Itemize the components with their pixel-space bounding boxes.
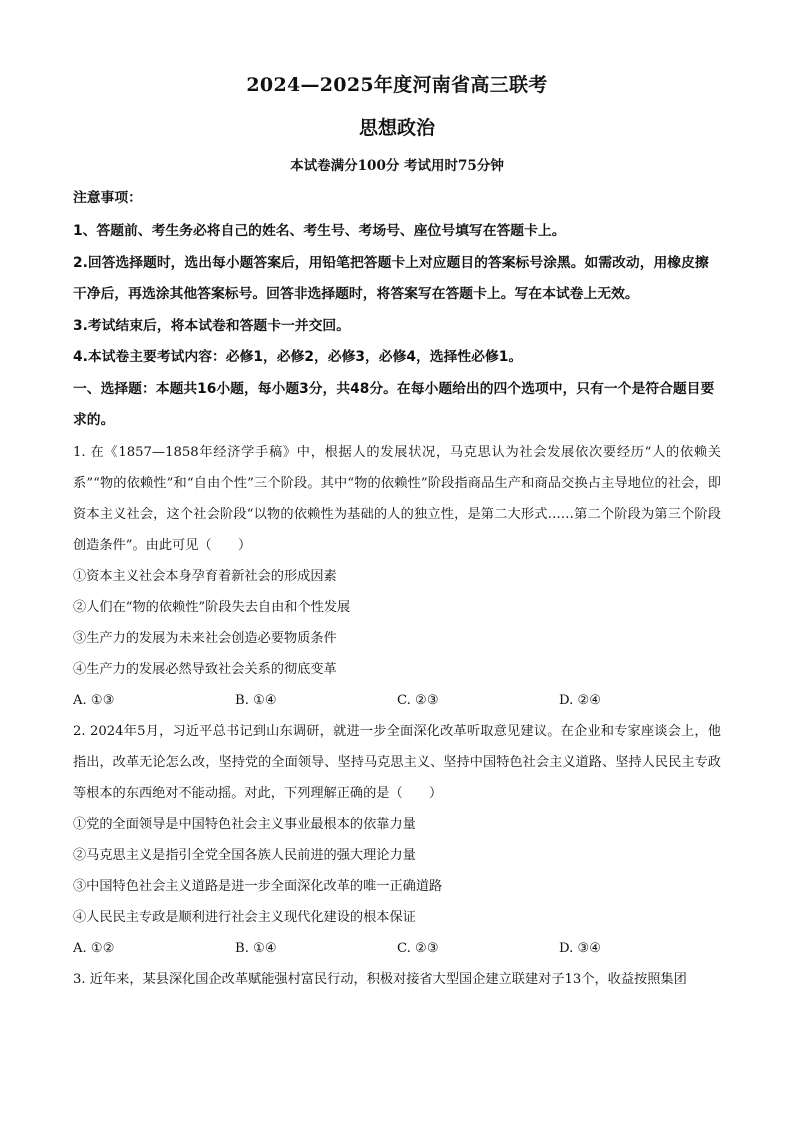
answer-choices bbox=[73, 933, 721, 964]
statement-option: ③中国特色社会主义道路是进一步全面深化改革的唯一正确道路 bbox=[73, 878, 443, 894]
question-stem: 2. 2024年5月，习近平总书记到山东调研，就进一步全面深化改革听取意见建议。在企业和专家座谈会上，他指出，改革无论怎么改，坚持党的全面领导、坚持马克思主义、坚持中国特色社会主义道路、坚持人民民主专政等根本的东西绝对不能动摇。对此，下列理解正确的是（ ） bbox=[73, 723, 721, 801]
notice-heading: 注意事项： bbox=[73, 190, 142, 206]
notice-item: 4.本试卷主要考试内容：必修1，必修2，必修3，必修4，选择性必修1。 bbox=[73, 349, 523, 365]
notice-item: 3.考试结束后，将本试卷和答题卡一并交回。 bbox=[73, 317, 350, 334]
choice-b: B. ①④ bbox=[235, 692, 277, 708]
subject-title: 思想政治 bbox=[358, 117, 435, 139]
choice-c: C. ②③ bbox=[397, 940, 439, 956]
choice-b: B. ①④ bbox=[235, 940, 277, 956]
question-2 bbox=[73, 716, 721, 964]
question-stem: 3. 近年来，某县深化国企改革赋能强村富民行动，积极对接省大型国企建立联建对子13个，收益按照集团 bbox=[73, 971, 687, 987]
exam-title: 2024—2025年度河南省高三联考 bbox=[246, 74, 548, 96]
statement-option: ④人民民主专政是顺利进行社会主义现代化建设的根本保证 bbox=[73, 909, 416, 925]
section-heading: 一、选择题：本题共16小题，每小题3分，共48分。在每小题给出的四个选项中，只有一个是符合题目要求的。 bbox=[73, 380, 715, 428]
notice-item: 1、答题前、考生务必将自己的姓名、考生号、考场号、座位号填写在答题卡上。 bbox=[73, 223, 566, 239]
statement-option: ②人们在“物的依赖性”阶段失去自由和个性发展 bbox=[73, 599, 351, 615]
question-3 bbox=[73, 964, 721, 995]
statement-option: ②马克思主义是指引全党全国各族人民前进的强大理论力量 bbox=[73, 847, 416, 863]
question-stem: 1. 在《1857—1858年经济学手稿》中，根据人的发展状况，马克思认为社会发展依次要经历“人的依赖关系”“物的依赖性”和“自由个性”三个阶段。其中“物的依赖性”阶段指商品生产和商品交换占主导地位的社会，即资本主义社会，这个社会阶段“以物的依赖性为基础的人的独立性，是第二大形式……第二个阶段为第三个阶段创造条件”。由此可见（ ） bbox=[73, 444, 721, 553]
statement-option: ③生产力的发展为未来社会创造必要物质条件 bbox=[73, 630, 337, 646]
answer-choices bbox=[73, 685, 721, 716]
choice-c: C. ②③ bbox=[397, 692, 439, 708]
question-1 bbox=[73, 437, 721, 716]
exam-info: 本试卷满分100分 考试用时75分钟 bbox=[290, 158, 504, 174]
choice-a: A. ①② bbox=[73, 940, 115, 956]
choice-a: A. ①③ bbox=[73, 692, 115, 708]
choice-d: D. ③④ bbox=[559, 940, 602, 956]
choice-d: D. ②④ bbox=[559, 692, 602, 708]
statement-option: ①党的全面领导是中国特色社会主义事业最根本的依靠力量 bbox=[73, 816, 416, 832]
statement-option: ④生产力的发展必然导致社会关系的彻底变革 bbox=[73, 661, 337, 677]
statement-option: ①资本主义社会本身孕育着新社会的形成因素 bbox=[73, 568, 337, 584]
notice-item: 2.回答选择题时，选出每小题答案后，用铅笔把答题卡上对应题目的答案标号涂黑。如需改动，用橡皮擦干净后，再选涂其他答案标号。回答非选择题时，将答案写在答题卡上。写在本试卷上无效。 bbox=[73, 254, 709, 302]
